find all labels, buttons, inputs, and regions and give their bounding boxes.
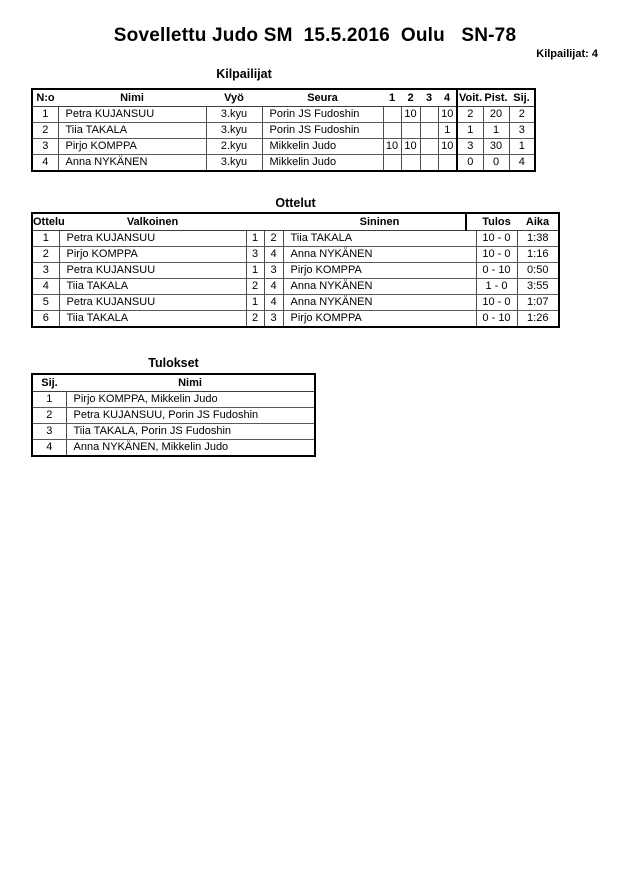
cell-score-vs-2: 10 xyxy=(401,138,420,154)
cell-final-name-club: Pirjo KOMPPA, Mikkelin Judo xyxy=(66,391,314,407)
cell-score-vs-4 xyxy=(438,154,457,170)
cell-score-vs-1 xyxy=(383,106,401,122)
cell-blue-number: 4 xyxy=(264,294,283,310)
cell-blue-number: 4 xyxy=(264,278,283,294)
result-row xyxy=(33,407,314,423)
cell-score-vs-2 xyxy=(401,154,420,170)
header-vyo: Vyö xyxy=(206,90,262,106)
cell-wins: 2 xyxy=(457,106,483,122)
header-white-number xyxy=(246,214,264,230)
cell-result: 10 - 0 xyxy=(476,246,517,262)
header-white: Valkoinen xyxy=(59,214,246,230)
cell-result: 10 - 0 xyxy=(476,230,517,246)
cell-blue-name: Pirjo KOMPPA xyxy=(283,262,476,278)
result-row xyxy=(33,423,314,439)
matches-table xyxy=(31,212,560,328)
cell-score-vs-1: 10 xyxy=(383,138,401,154)
cell-wins: 0 xyxy=(457,154,483,170)
cell-competitor-number: 4 xyxy=(33,154,58,170)
match-row xyxy=(33,230,558,246)
result-row xyxy=(33,439,314,455)
cell-match-number: 5 xyxy=(33,294,59,310)
cell-white-number: 2 xyxy=(246,310,264,326)
cell-result: 1 - 0 xyxy=(476,278,517,294)
cell-placement: 2 xyxy=(509,106,534,122)
header-nimi: Nimi xyxy=(58,90,206,106)
cell-competitor-number: 2 xyxy=(33,122,58,138)
header-opponent-2: 2 xyxy=(401,90,420,106)
cell-club: Porin JS Fudoshin xyxy=(262,122,383,138)
match-row xyxy=(33,294,558,310)
competitors-table xyxy=(31,88,536,172)
cell-white-number: 3 xyxy=(246,246,264,262)
match-row xyxy=(33,310,558,326)
competitor-row xyxy=(33,138,534,154)
section-heading-kilpailijat: Kilpailijat xyxy=(216,67,272,81)
header-voit: Voit. xyxy=(457,90,483,106)
competitor-count-label: Kilpailijat: 4 xyxy=(536,48,598,60)
competitor-row xyxy=(33,122,534,138)
cell-competitor-name: Anna NYKÄNEN xyxy=(58,154,206,170)
cell-white-name: Pirjo KOMPPA xyxy=(59,246,246,262)
cell-competitor-name: Tiia TAKALA xyxy=(58,122,206,138)
cell-score-vs-3 xyxy=(420,138,438,154)
cell-blue-number: 2 xyxy=(264,230,283,246)
cell-blue-number: 4 xyxy=(264,246,283,262)
cell-club: Porin JS Fudoshin xyxy=(262,106,383,122)
header-opponent-3: 3 xyxy=(420,90,438,106)
matches-table-body xyxy=(33,230,558,326)
cell-blue-number: 3 xyxy=(264,262,283,278)
match-row xyxy=(33,246,558,262)
cell-blue-number: 3 xyxy=(264,310,283,326)
cell-club: Mikkelin Judo xyxy=(262,154,383,170)
header-blue-number xyxy=(264,214,283,230)
results-table xyxy=(31,373,316,457)
cell-competitor-name: Pirjo KOMPPA xyxy=(58,138,206,154)
cell-white-name: Tiia TAKALA xyxy=(59,310,246,326)
cell-white-number: 1 xyxy=(246,230,264,246)
cell-wins: 3 xyxy=(457,138,483,154)
cell-time: 1:16 xyxy=(517,246,558,262)
header-blue: Sininen xyxy=(283,214,476,230)
cell-result: 0 - 10 xyxy=(476,262,517,278)
cell-final-placement: 2 xyxy=(33,407,66,423)
header-opponent-1: 1 xyxy=(383,90,401,106)
cell-match-number: 2 xyxy=(33,246,59,262)
cell-time: 3:55 xyxy=(517,278,558,294)
header-no: N:o xyxy=(33,90,58,106)
cell-match-number: 6 xyxy=(33,310,59,326)
match-row xyxy=(33,262,558,278)
result-row xyxy=(33,391,314,407)
cell-points: 30 xyxy=(483,138,509,154)
cell-blue-name: Anna NYKÄNEN xyxy=(283,246,476,262)
page-title: Sovellettu Judo SM 15.5.2016 Oulu SN-78 xyxy=(113,25,517,46)
cell-white-number: 1 xyxy=(246,294,264,310)
competitors-table-body xyxy=(33,106,534,170)
cell-competitor-number: 1 xyxy=(33,106,58,122)
cell-competitor-number: 3 xyxy=(33,138,58,154)
competitors-header-row xyxy=(33,90,534,106)
cell-points: 0 xyxy=(483,154,509,170)
section-heading-ottelut: Ottelut xyxy=(275,196,316,210)
header-pist: Pist. xyxy=(483,90,509,106)
cell-result: 10 - 0 xyxy=(476,294,517,310)
header-match-number: Ottelu xyxy=(33,214,59,230)
cell-white-name: Petra KUJANSUU xyxy=(59,230,246,246)
cell-blue-name: Anna NYKÄNEN xyxy=(283,278,476,294)
cell-match-number: 3 xyxy=(33,262,59,278)
results-header-row xyxy=(33,375,314,391)
section-heading-tulokset: Tulokset xyxy=(148,356,199,370)
cell-placement: 4 xyxy=(518,156,525,169)
cell-time: 1:07 xyxy=(517,294,558,310)
cell-points: 20 xyxy=(483,106,509,122)
header-result: Tulos xyxy=(476,214,517,230)
cell-score-vs-4: 10 xyxy=(438,138,457,154)
cell-match-number: 4 xyxy=(33,278,59,294)
header-time: Aika xyxy=(517,214,558,230)
cell-competitor-name: Petra KUJANSUU xyxy=(58,106,206,122)
cell-score-vs-1 xyxy=(383,154,401,170)
matches-header-row xyxy=(33,214,558,230)
cell-club: Mikkelin Judo xyxy=(262,138,383,154)
cell-score-vs-4: 1 xyxy=(438,122,457,138)
cell-white-name: Petra KUJANSUU xyxy=(59,262,246,278)
cell-belt-grade: 3.kyu xyxy=(206,122,262,138)
header-section-divider xyxy=(465,214,467,231)
cell-blue-name: Tiia TAKALA xyxy=(283,230,476,246)
cell-time: 1:26 xyxy=(527,312,549,325)
cell-time: 1:38 xyxy=(517,230,558,246)
cell-belt-grade: 2.kyu xyxy=(206,138,262,154)
cell-placement: 3 xyxy=(509,122,534,138)
cell-final-name-club: Petra KUJANSUU, Porin JS Fudoshin xyxy=(66,407,314,423)
cell-score-vs-3 xyxy=(420,106,438,122)
header-final-name: Nimi xyxy=(66,375,314,391)
cell-points: 1 xyxy=(483,122,509,138)
cell-score-vs-2 xyxy=(401,122,420,138)
cell-score-vs-1 xyxy=(383,122,401,138)
cell-score-vs-2: 10 xyxy=(401,106,420,122)
cell-final-name-club: Tiia TAKALA, Porin JS Fudoshin xyxy=(66,423,314,439)
header-final-placement: Sij. xyxy=(33,375,66,391)
cell-belt-grade: 3.kyu xyxy=(206,106,262,122)
results-table-body xyxy=(33,391,314,455)
cell-white-name: Tiia TAKALA xyxy=(59,278,246,294)
cell-match-number: 1 xyxy=(33,230,59,246)
header-opponent-4: 4 xyxy=(438,90,457,106)
cell-wins: 1 xyxy=(457,122,483,138)
cell-score-vs-3 xyxy=(420,154,438,170)
cell-score-vs-4: 10 xyxy=(438,106,457,122)
cell-final-placement: 4 xyxy=(33,439,66,455)
cell-belt-grade: 3.kyu xyxy=(206,154,262,170)
cell-white-number: 1 xyxy=(246,262,264,278)
cell-final-placement: 1 xyxy=(33,391,66,407)
header-sij: Sij. xyxy=(509,90,534,106)
cell-time: 0:50 xyxy=(517,262,558,278)
cell-white-name: Petra KUJANSUU xyxy=(59,294,246,310)
cell-final-name-club: Anna NYKÄNEN, Mikkelin Judo xyxy=(73,441,229,454)
competitor-row xyxy=(33,106,534,122)
competitor-row xyxy=(33,154,534,170)
match-row xyxy=(33,278,558,294)
cell-placement: 1 xyxy=(509,138,534,154)
cell-blue-name: Pirjo KOMPPA xyxy=(283,310,476,326)
header-seura: Seura xyxy=(262,90,383,106)
cell-final-placement: 3 xyxy=(33,423,66,439)
cell-blue-name: Anna NYKÄNEN xyxy=(283,294,476,310)
cell-score-vs-3 xyxy=(420,122,438,138)
cell-white-number: 2 xyxy=(246,278,264,294)
cell-result: 0 - 10 xyxy=(476,310,517,326)
